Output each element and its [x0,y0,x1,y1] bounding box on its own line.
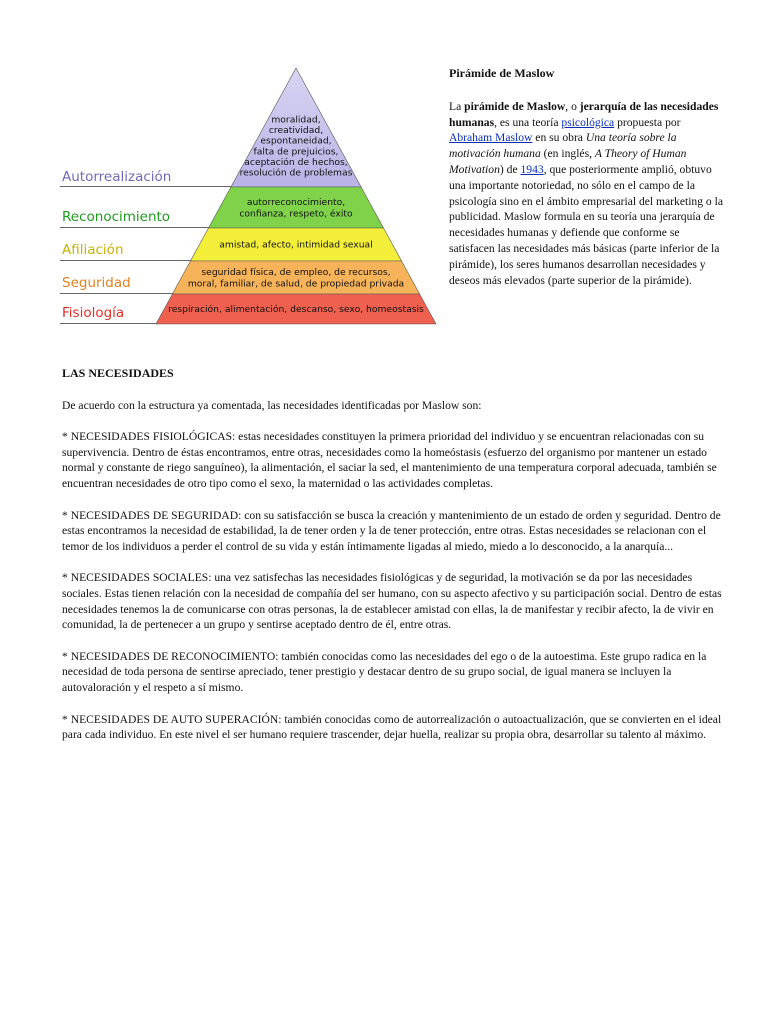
pyramid-band-text: espontaneidad, [260,135,332,147]
intro-text: , es una teoría [494,115,562,129]
pyramid-label-fisiologia: Fisiología [62,305,125,321]
needs-section [62,366,728,759]
intro-italic-title: A Theory of Human Motivation [449,147,687,176]
pyramid-band-text: moralidad, [271,114,321,126]
needs-heading: LAS NECESIDADES [62,366,174,380]
link-1943[interactable]: 1943 [520,162,544,176]
intro-text: , o [565,99,580,113]
pyramid-label-reconocimiento: Reconocimiento [62,209,171,225]
maslow-pyramid-svg [60,66,440,328]
need-physiological: * NECESIDADES FISIOLÓGICAS: estas necesidades constituyen la primera prioridad del individuo y se encuentran relacionadas con su supervivencia. Dentro de éstas encontramos, entre otras, necesidades como la homeóstasis (esfuerzo del organismo por mantener un estado normal y constante de riego sanguíneo), la alimentación, el saciar la sed, el mantenimiento de una temperatura corporal adecuada, también se encuentran necesidades de otro tipo como el sexo, la maternidad o las actividades completas. [62,430,717,490]
pyramid-band-text: amistad, afecto, intimidad sexual [219,239,373,251]
pyramid-band-text: aceptación de hechos, [244,156,348,168]
need-safety: * NECESIDADES DE SEGURIDAD: con su satisfacción se busca la creación y mantenimiento de un estado de orden y seguridad. Dentro de estas encontramos la necesidad de estabilidad, la de tener orden y la de tener protección, entre otras. Estas necesidades se relacionan con el temor de los individuos a perder el control de su vida y están íntimamente ligadas al miedo, miedo a lo desconocido, a la anarquía... [62,508,721,553]
intro-text: en su obra [532,131,586,145]
pyramid-band-text: resolución de problemas [239,167,353,179]
needs-intro: De acuerdo con la estructura ya comentada, las necesidades identificadas por Maslow son: [62,398,482,412]
pyramid-label-autorrealizacion: Autorrealización [62,169,172,185]
pyramid-band-text: confianza, respeto, éxito [239,208,353,220]
need-esteem: * NECESIDADES DE RECONOCIMIENTO: también conocidas como las necesidades del ego o de la autoestima. Este grupo radica en la necesidad de toda persona de sentirse apreciado, tener prestigio y destacar dentro de su grupo social, de igual manera se incluyen la autovaloración y el respeto a sí mismo. [62,649,707,694]
link-abraham-maslow[interactable]: Abraham Maslow [449,131,533,145]
intro-bold-term: pirámide de Maslow [464,99,566,113]
intro-text: propuesta por [614,115,681,129]
pyramid-label-seguridad: Seguridad [62,275,131,291]
need-social: * NECESIDADES SOCIALES: una vez satisfechas las necesidades fisiológicas y de seguridad, la motivación se da por las necesidades sociales. Estas tienen relación con la necesidad de compañía del ser humano, con su aspecto afectivo y su participación social. Dentro de estas necesidades tenemos la de comunicarse con otras personas, la de establecer amistad con ellas, la de manifestar y recibir afecto, la de vivir en comunidad, la de pertenecer a un grupo y sentirse aceptado dentro de él, entre otras. [62,571,722,632]
pyramid-label-afiliacion: Afiliación [62,242,124,258]
intro-italic-title: Una teoría sobre la motivación humana [449,131,677,161]
pyramid-band-text: moral, familiar, de salud, de propiedad privada [187,278,405,290]
pyramid-band-text: seguridad física, de empleo, de recursos, [201,266,391,278]
pyramid-band-text: respiración, alimentación, descanso, sexo, homeostasis [168,304,424,315]
article-intro-paragraph [449,99,725,289]
article-title: Pirámide de Maslow [449,66,555,80]
pyramid-band-text: autorreconocimiento, [246,196,346,208]
intro-text: La [449,99,465,113]
need-self-actualization: * NECESIDADES DE AUTO SUPERACIÓN: también conocidas como de autorrealización o autoactualización, que se convierten en el ideal para cada individuo. En este nivel el ser humano requiere trascender, dejar huella, realizar su propia obra, desarrollar su talento al máximo. [62,712,722,742]
link-psicologica[interactable]: psicológica [561,115,615,129]
pyramid-band-text: falta de prejuicios, [253,146,339,158]
pyramid-band-text: creatividad, [268,125,324,137]
intro-text: , que posteriormente amplió, obtuvo una importante notoriedad, no sólo en el campo de la psicología sino en el ámbito empresarial del marketing o la publicidad. Maslow formula en su teoría una jerarquía de necesidades humanas y defiende que conforme se satisfacen las necesidades más básicas (parte inferior de la pirámide), los seres humanos desarrollan necesidades y deseos más elevados (parte superior de la pirámide). [449,162,723,287]
intro-bold-term: jerarquía de las necesidades humanas [449,99,719,129]
maslow-pyramid-figure [60,66,440,328]
article-sidebar [449,66,725,288]
intro-text: (en inglés, [540,147,595,161]
intro-text: ) de [499,162,521,176]
